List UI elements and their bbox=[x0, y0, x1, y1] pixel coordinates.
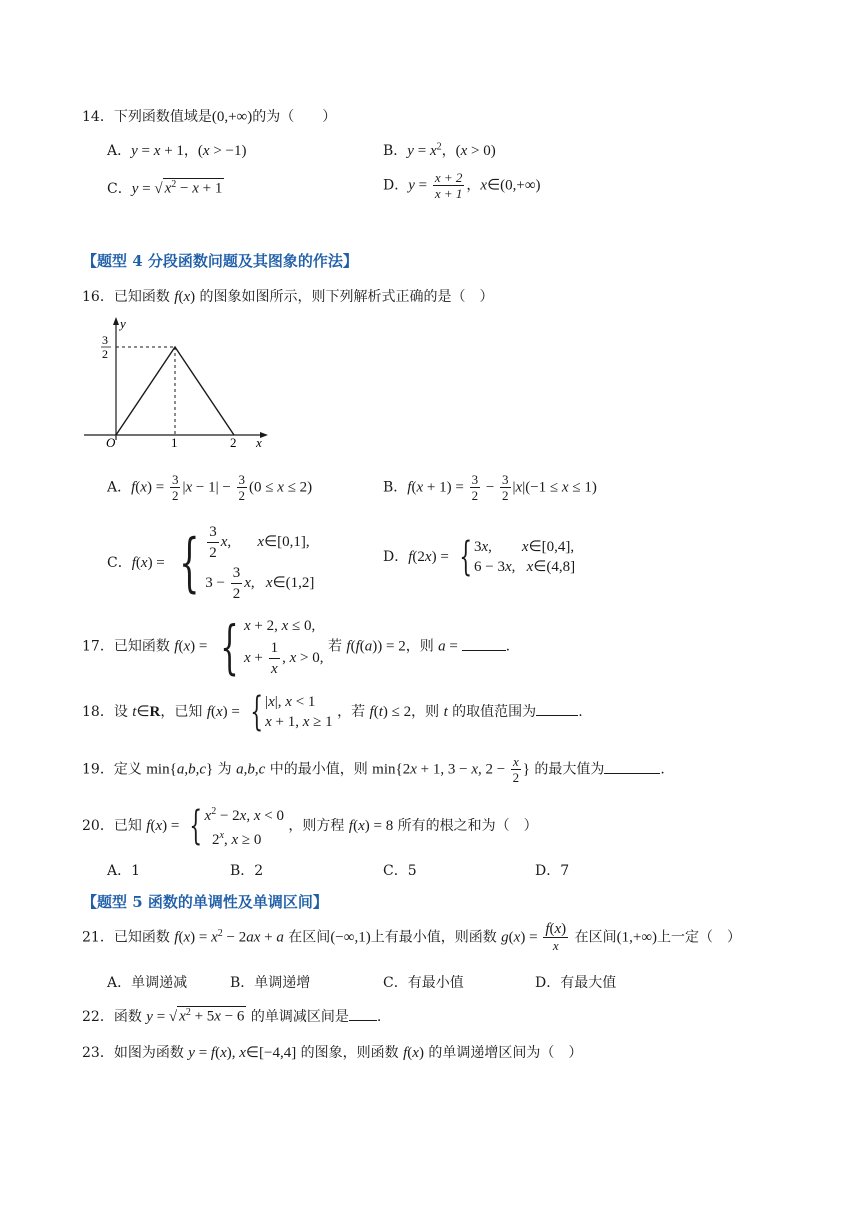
x-tick-2: 2 bbox=[230, 435, 237, 450]
q16-option-d: D．f(2x) = { 3x, x∈[0,4], 6 − 3x, x∈(4,8] bbox=[383, 534, 576, 580]
q14-option-b: B．$y = x^2$，(x > 0) bbox=[383, 141, 496, 159]
q22: 22．函数 y = √ $x^2 + 5x - 6$ 的单调减区间是 . bbox=[82, 1007, 382, 1025]
q20-stem: 20．已知 f(x) = { $x^2 - 2x$, x < 0 2$^x$, x ≥ 0 ，则方程 f(x) = 8 所有的根之和为（ ） bbox=[82, 803, 538, 849]
q14-option-d: D．y = $\frac{x + 2}{x + 1}$ ，x∈(0,+∞) bbox=[383, 170, 541, 201]
q23: 23．如图为函数 y = f(x), x∈[−4,4] 的图象，则函数 f(x) 的单调递增区间为（ ） bbox=[82, 1045, 583, 1061]
q20-option-b: B．2 bbox=[230, 863, 264, 879]
x-tick-1: 1 bbox=[171, 435, 178, 450]
q16-stem: 16．已知函数 f(x) 的图象如图所示，则下列解析式正确的是（ ） bbox=[82, 289, 494, 305]
q14-option-a: A．y = x + 1，(x > −1) bbox=[107, 143, 247, 159]
y-tick-numerator: 3 bbox=[102, 333, 108, 347]
q21-option-d: D．有最大值 bbox=[535, 975, 617, 991]
q21-option-b: B．单调递增 bbox=[230, 975, 311, 991]
q19: 19．定义 min{a,b,c} 为 a,b,c 中的最小值，则 min{2x + 1, 3 − x, 2 − $\frac{x}{2}$ } 的最大值为 . bbox=[82, 754, 665, 785]
q20-option-d: D．7 bbox=[535, 863, 570, 879]
piecewise-graph bbox=[80, 315, 280, 455]
y-axis-label: y bbox=[120, 316, 126, 331]
q14-option-c: C．y = √ $x^2 - x + 1$ bbox=[107, 179, 223, 197]
q14-stem: 14．下列函数值域是(0,+∞)的为（ ） bbox=[82, 109, 337, 125]
q18: 18．设 t∈R，已知 f(x) = { |x|, x < 1 x + 1, x ≥ 1 ，若 f(t) ≤ 2，则 t 的取值范围为 . bbox=[82, 689, 583, 735]
origin-label: O bbox=[106, 435, 116, 450]
q21-option-a: A．单调递减 bbox=[107, 975, 188, 991]
y-tick-denominator: 2 bbox=[102, 347, 108, 361]
x-axis-label: x bbox=[256, 435, 262, 450]
q17: 17．已知函数 f(x) = { x + 2, x ≤ 0, x + $\frac{1}{x}$ , x > 0, 若 f(f(a)) = 2，则 a = . bbox=[82, 612, 511, 681]
q20-option-c: C．5 bbox=[383, 863, 417, 879]
q21-option-c: C．有最小值 bbox=[383, 975, 464, 991]
y-axis-arrow bbox=[113, 317, 119, 325]
q16-option-a: A．f(x) = $\frac{3}{2}$ |x − 1| − $\frac{3}{2}$ (0 ≤ x ≤ 2) bbox=[107, 472, 313, 503]
section-heading-4: 【题型 4 分段函数问题及其图象的作法】 bbox=[82, 252, 358, 270]
q20-option-a: A．1 bbox=[107, 863, 141, 879]
q16-option-b: B．f(x + 1) = $\frac{3}{2}$ − $\frac{3}{2}$ |x|(−1 ≤ x ≤ 1) bbox=[383, 472, 597, 503]
section-heading-5: 【题型 5 函数的单调性及单调区间】 bbox=[82, 893, 328, 911]
q16-option-c: C．f(x) = { $\frac{3}{2}$ x, x∈[0,1], 3 − $\frac{3}{2}$ x, x∈(1,2] bbox=[107, 524, 315, 602]
q21-stem: 21．已知函数 $f(x) = x^2 - 2ax + a$ 在区间(−∞,1)上有最小值，则函数 g(x) = $\frac{f(x)}{x}$ 在区间(1,+∞)上一定（ ） bbox=[82, 921, 742, 953]
